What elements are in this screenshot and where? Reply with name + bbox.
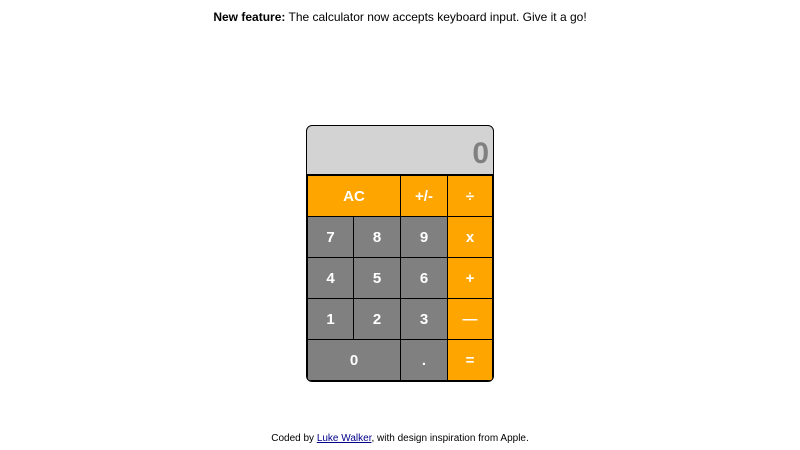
digit-2-button[interactable]: 2 [353,298,401,340]
multiply-button[interactable]: x [447,216,493,258]
add-button[interactable]: + [447,257,493,299]
clear-button[interactable]: AC [307,175,401,217]
decimal-button[interactable]: . [400,339,448,381]
calculator-display: 0 [307,126,493,175]
digit-9-button[interactable]: 9 [400,216,448,258]
digit-1-button[interactable]: 1 [307,298,354,340]
digit-7-button[interactable]: 7 [307,216,354,258]
sign-toggle-button[interactable]: +/- [400,175,448,217]
footer-suffix: , with design inspiration from Apple. [371,433,529,444]
announcement-label: New feature: [213,10,286,24]
digit-0-button[interactable]: 0 [307,339,401,381]
digit-3-button[interactable]: 3 [400,298,448,340]
divide-button[interactable]: ÷ [447,175,493,217]
footer-prefix: Coded by [271,433,317,444]
equals-button[interactable]: = [447,339,493,381]
footer-credit [0,433,800,445]
calculator [306,125,494,382]
digit-6-button[interactable]: 6 [400,257,448,299]
digit-8-button[interactable]: 8 [353,216,401,258]
author-link[interactable]: Luke Walker [316,433,372,444]
digit-5-button[interactable]: 5 [353,257,401,299]
announcement-text: The calculator now accepts keyboard input. Give it a go! [285,10,587,24]
digit-4-button[interactable]: 4 [307,257,354,299]
subtract-button[interactable]: — [447,298,493,340]
feature-announcement [0,10,800,24]
